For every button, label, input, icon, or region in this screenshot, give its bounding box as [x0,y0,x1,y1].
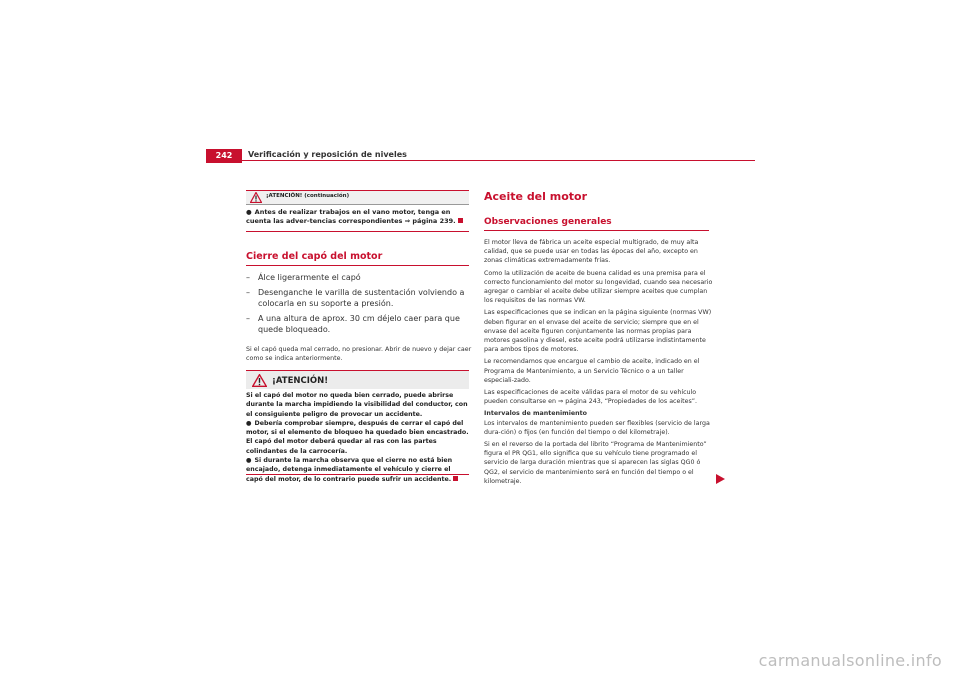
warning-bullet [246,419,469,456]
watermark: carmanualsonline.info [758,651,942,670]
running-title: Verificación y reposición de niveles [248,150,407,159]
paragraph: Las especificaciones que se indican en la página siguiente (normas VW) deben figurar en el envase del aceite de servicio; siempre que en el envase del aceite figuren conjuntamente las normas propias para motores gasolina y diesel, este aceite podrá utilizarse indistintamente para ambos tipos de motores. [484,309,712,354]
paragraph: Las especificaciones de aceite válidas para el motor de su vehículo pueden consultarse en ⇒ página 243, “Propiedades de los aceites”. [484,389,698,406]
warning-icon [252,374,267,387]
warning-header [246,371,469,389]
end-mark-icon [458,218,463,223]
step-text: Desenganche le varilla de sustentación volviendo a colocarla en su soporte a presión. [258,288,465,308]
warning-continuation-body [246,208,469,226]
step-text: A una altura de aprox. 30 cm déjelo caer para que quede bloqueado. [258,314,460,334]
warning-box [246,370,469,483]
warning-bullet-text: Si durante la marcha observa que el cierre no está bien encajado, detenga inmediatamente el vehículo y cierre el capó del motor, de lo contrario puede sufrir un accidente. [246,457,453,483]
paragraph: El motor lleva de fábrica un aceite especial multigrado, de muy alta calidad, que se puede usar en todas las épocas del año, excepto en zonas climáticas extremadamente frías. [484,239,699,265]
section-subheading: Observaciones generales [484,217,709,231]
paragraph: Los intervalos de mantenimiento pueden ser flexibles (servicio de larga dura-ción) o fijos (en función del tiempo o del kilometraje). [484,419,710,436]
warning-title: ¡ATENCIÓN! [272,376,329,386]
bullet-icon: ● [246,419,252,427]
step-text: Álce ligerarmente el capó [258,273,361,282]
warning-continuation-caption [246,191,469,205]
warning-icon [250,192,262,203]
steps-list [246,272,472,339]
paragraph: Le recomendamos que encargue el cambio de aceite, indicado en el Programa de Mantenimiento, a un Servicio Técnico o a un taller especiali-zado. [484,358,700,384]
step-item: – Álce ligerarmente el capó [246,273,361,282]
warning-body [246,391,469,484]
section-title: Cierre del capó del motor [246,251,469,266]
interval-title: Intervalos de mantenimiento [484,410,587,418]
warning-continuation-caption-text: ¡ATENCIÓN! (continuación) [266,193,350,199]
paragraph: Si en el reverso de la portada del librito “Programa de Mantenimiento” figura el PR QG1, ello significa que su vehículo tiene programado el servicio de larga duración mientras que si aparecen las siglas QG0 ó QG2, el servicio de mantenimiento será en función del tiempo o el kilometraje. [484,441,707,485]
step-item: – Desenganche le varilla de sustentación volviendo a colocarla en su soporte a presión. [246,288,465,308]
next-page-arrow-icon[interactable] [716,474,725,484]
end-mark-icon [453,476,458,481]
right-body [484,238,714,489]
warning-continuation-box [246,190,469,232]
chapter-heading: Aceite del motor [484,190,588,203]
paragraph: Como la utilización de aceite de buena calidad es una premisa para el correcto funcionamiento del motor su longevidad, cuando sea necesario agregar o cambiar el aceite debe utilizar siempre aceites que cumplan los requisitos de las normas VW. [484,269,713,305]
warning-bullet [246,456,469,484]
warning-intro: Si el capó del motor no queda bien cerrado, puede abrirse durante la marcha impidiendo la visibilidad del conductor, con el consiguiente peligro de provocar un accidente. [246,392,468,418]
bullet-icon: ● [246,208,252,216]
warning-bullet-text: Debería comprobar siempre, después de cerrar el capó del motor, si el elemento de bloqueo ha quedado bien encastrado. El capó del motor deberá quedar al ras con las partes colindantes de la carrocería. [246,419,469,455]
page-number: 242 [206,149,242,163]
closing-note: Si el capó queda mal cerrado, no presionar. Abrir de nuevo y dejar caer como se indica anteriormente. [246,346,472,362]
warning-continuation-text: Antes de realizar trabajos en el vano motor, tenga en cuenta las adver-tencias correspondientes ⇒ página 239. [246,208,456,225]
header-rule [206,160,755,161]
bullet-icon: ● [246,457,252,465]
step-item: – A una altura de aprox. 30 cm déjelo caer para que quede bloqueado. [246,314,460,334]
